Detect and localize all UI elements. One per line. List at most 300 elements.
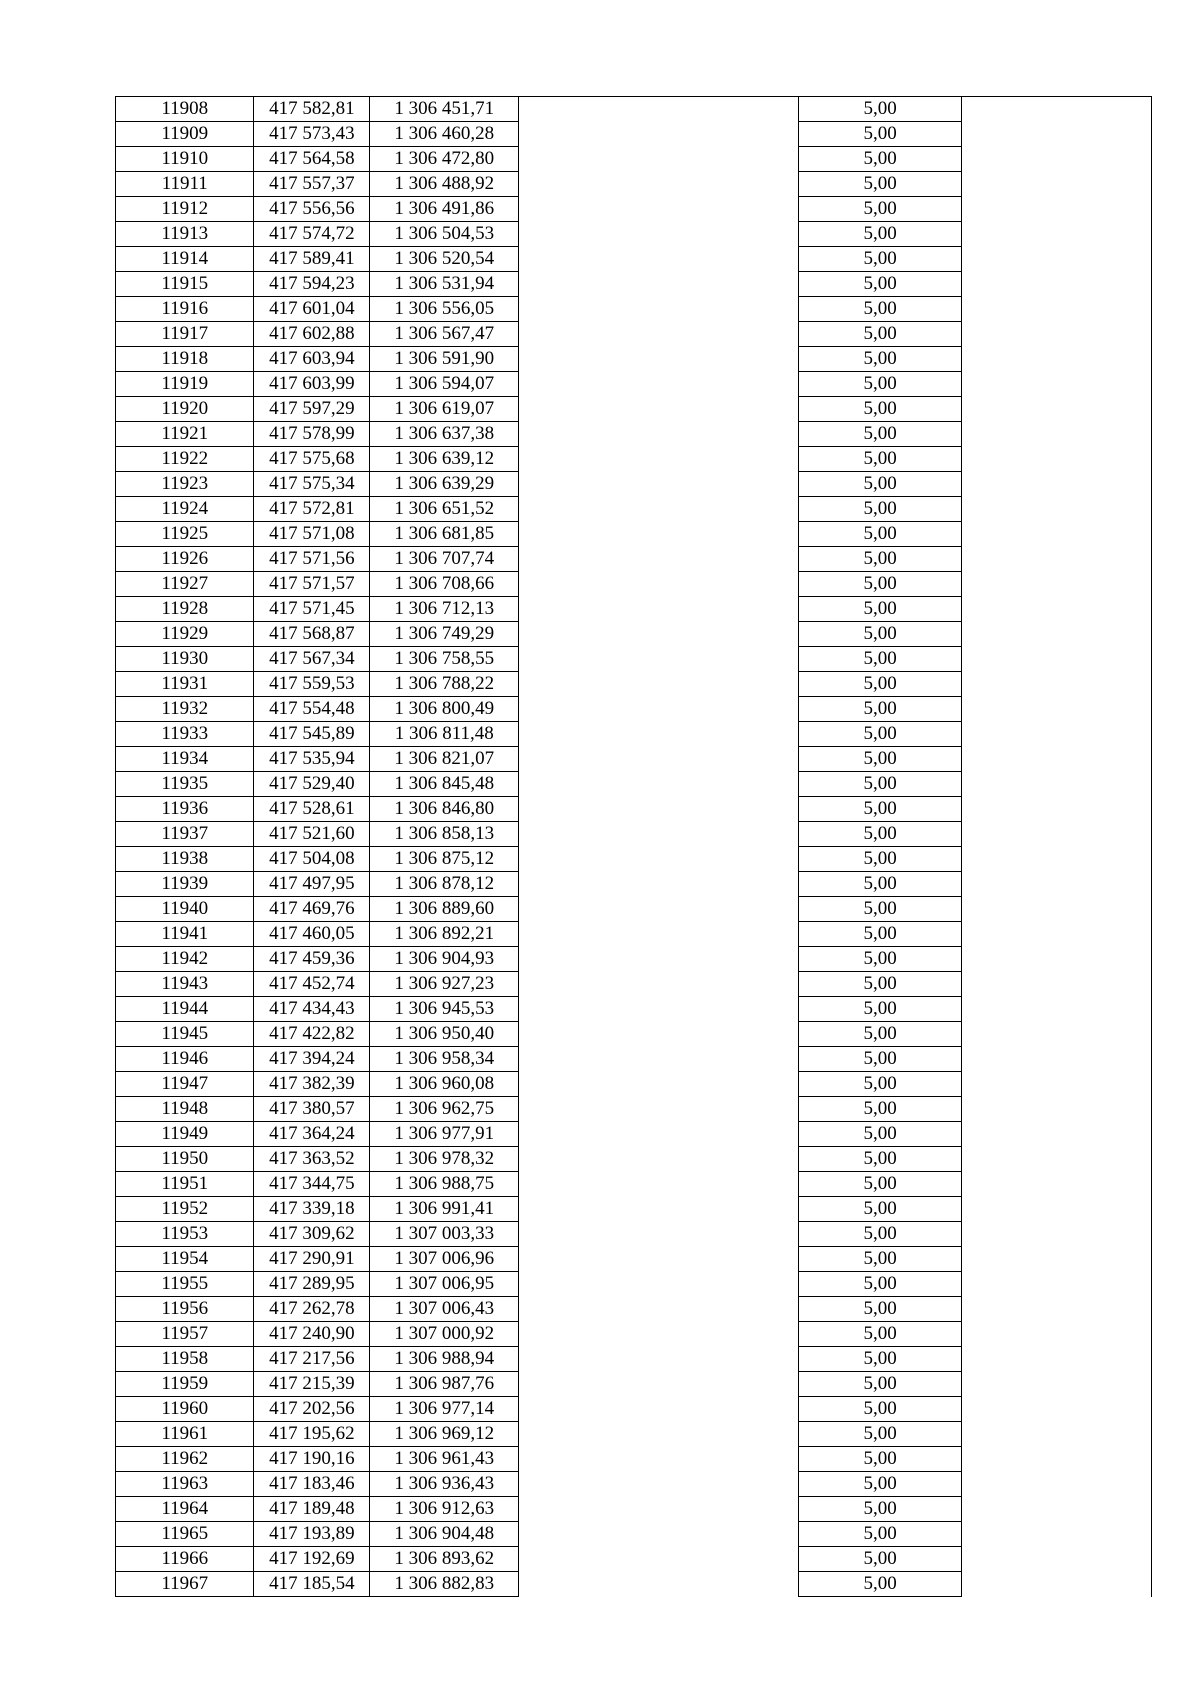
blank-cell: [519, 997, 799, 1022]
accuracy-cell: 5,00: [799, 197, 962, 222]
table-row: [116, 947, 1152, 972]
accuracy-cell: 5,00: [799, 1422, 962, 1447]
x-coordinate-cell: 417 575,34: [254, 472, 370, 497]
blank-cell: [962, 472, 1152, 497]
table-row: [116, 1272, 1152, 1297]
blank-cell: [519, 697, 799, 722]
x-coordinate-cell: 417 380,57: [254, 1097, 370, 1122]
x-coordinate-cell: 417 504,08: [254, 847, 370, 872]
accuracy-cell: 5,00: [799, 522, 962, 547]
accuracy-cell: 5,00: [799, 1497, 962, 1522]
accuracy-cell: 5,00: [799, 322, 962, 347]
x-coordinate-cell: 417 572,81: [254, 497, 370, 522]
table-row: [116, 472, 1152, 497]
point-number-cell: 11953: [116, 1222, 254, 1247]
point-number-cell: 11932: [116, 697, 254, 722]
blank-cell: [962, 1447, 1152, 1472]
y-coordinate-cell: 1 306 451,71: [370, 97, 519, 122]
y-coordinate-cell: 1 306 961,43: [370, 1447, 519, 1472]
y-coordinate-cell: 1 306 460,28: [370, 122, 519, 147]
blank-cell: [962, 1247, 1152, 1272]
table-row: [116, 222, 1152, 247]
blank-cell: [962, 672, 1152, 697]
x-coordinate-cell: 417 497,95: [254, 872, 370, 897]
blank-cell: [519, 1472, 799, 1497]
y-coordinate-cell: 1 306 491,86: [370, 197, 519, 222]
accuracy-cell: 5,00: [799, 1372, 962, 1397]
blank-cell: [962, 297, 1152, 322]
point-number-cell: 11913: [116, 222, 254, 247]
table-row: [116, 597, 1152, 622]
blank-cell: [962, 722, 1152, 747]
y-coordinate-cell: 1 306 845,48: [370, 772, 519, 797]
x-coordinate-cell: 417 469,76: [254, 897, 370, 922]
y-coordinate-cell: 1 306 651,52: [370, 497, 519, 522]
point-number-cell: 11929: [116, 622, 254, 647]
table-row: [116, 1147, 1152, 1172]
y-coordinate-cell: 1 306 504,53: [370, 222, 519, 247]
y-coordinate-cell: 1 306 875,12: [370, 847, 519, 872]
coordinates-table-body: [116, 97, 1152, 1597]
accuracy-cell: 5,00: [799, 847, 962, 872]
accuracy-cell: 5,00: [799, 422, 962, 447]
point-number-cell: 11946: [116, 1047, 254, 1072]
y-coordinate-cell: 1 307 006,43: [370, 1297, 519, 1322]
table-row: [116, 122, 1152, 147]
x-coordinate-cell: 417 545,89: [254, 722, 370, 747]
y-coordinate-cell: 1 306 619,07: [370, 397, 519, 422]
point-number-cell: 11967: [116, 1572, 254, 1597]
accuracy-cell: 5,00: [799, 647, 962, 672]
blank-cell: [519, 547, 799, 572]
blank-cell: [519, 1572, 799, 1597]
x-coordinate-cell: 417 582,81: [254, 97, 370, 122]
point-number-cell: 11962: [116, 1447, 254, 1472]
table-row: [116, 372, 1152, 397]
x-coordinate-cell: 417 567,34: [254, 647, 370, 672]
table-row: [116, 847, 1152, 872]
table-row: [116, 722, 1152, 747]
accuracy-cell: 5,00: [799, 1122, 962, 1147]
table-row: [116, 422, 1152, 447]
point-number-cell: 11915: [116, 272, 254, 297]
y-coordinate-cell: 1 306 904,48: [370, 1522, 519, 1547]
blank-cell: [519, 847, 799, 872]
blank-cell: [519, 1447, 799, 1472]
point-number-cell: 11943: [116, 972, 254, 997]
blank-cell: [519, 622, 799, 647]
y-coordinate-cell: 1 306 978,32: [370, 1147, 519, 1172]
x-coordinate-cell: 417 364,24: [254, 1122, 370, 1147]
point-number-cell: 11914: [116, 247, 254, 272]
x-coordinate-cell: 417 382,39: [254, 1072, 370, 1097]
point-number-cell: 11944: [116, 997, 254, 1022]
point-number-cell: 11961: [116, 1422, 254, 1447]
table-row: [116, 1397, 1152, 1422]
blank-cell: [962, 172, 1152, 197]
table-row: [116, 547, 1152, 572]
accuracy-cell: 5,00: [799, 1247, 962, 1272]
table-row: [116, 1547, 1152, 1572]
point-number-cell: 11909: [116, 122, 254, 147]
point-number-cell: 11921: [116, 422, 254, 447]
blank-cell: [519, 972, 799, 997]
table-row: [116, 672, 1152, 697]
accuracy-cell: 5,00: [799, 747, 962, 772]
blank-cell: [519, 922, 799, 947]
y-coordinate-cell: 1 306 960,08: [370, 1072, 519, 1097]
accuracy-cell: 5,00: [799, 497, 962, 522]
point-number-cell: 11916: [116, 297, 254, 322]
x-coordinate-cell: 417 529,40: [254, 772, 370, 797]
blank-cell: [519, 197, 799, 222]
point-number-cell: 11963: [116, 1472, 254, 1497]
y-coordinate-cell: 1 306 991,41: [370, 1197, 519, 1222]
accuracy-cell: 5,00: [799, 1197, 962, 1222]
point-number-cell: 11960: [116, 1397, 254, 1422]
x-coordinate-cell: 417 190,16: [254, 1447, 370, 1472]
table-row: [116, 1472, 1152, 1497]
blank-cell: [962, 797, 1152, 822]
point-number-cell: 11940: [116, 897, 254, 922]
accuracy-cell: 5,00: [799, 597, 962, 622]
x-coordinate-cell: 417 290,91: [254, 1247, 370, 1272]
y-coordinate-cell: 1 306 639,12: [370, 447, 519, 472]
y-coordinate-cell: 1 306 800,49: [370, 697, 519, 722]
x-coordinate-cell: 417 557,37: [254, 172, 370, 197]
table-row: [116, 772, 1152, 797]
blank-cell: [519, 1372, 799, 1397]
y-coordinate-cell: 1 306 520,54: [370, 247, 519, 272]
y-coordinate-cell: 1 306 811,48: [370, 722, 519, 747]
table-row: [116, 1097, 1152, 1122]
blank-cell: [519, 1522, 799, 1547]
point-number-cell: 11923: [116, 472, 254, 497]
blank-cell: [962, 697, 1152, 722]
accuracy-cell: 5,00: [799, 572, 962, 597]
point-number-cell: 11920: [116, 397, 254, 422]
table-row: [116, 97, 1152, 122]
y-coordinate-cell: 1 307 006,95: [370, 1272, 519, 1297]
point-number-cell: 11955: [116, 1272, 254, 1297]
accuracy-cell: 5,00: [799, 722, 962, 747]
blank-cell: [962, 522, 1152, 547]
blank-cell: [519, 272, 799, 297]
y-coordinate-cell: 1 307 006,96: [370, 1247, 519, 1272]
y-coordinate-cell: 1 306 988,94: [370, 1347, 519, 1372]
x-coordinate-cell: 417 452,74: [254, 972, 370, 997]
x-coordinate-cell: 417 434,43: [254, 997, 370, 1022]
blank-cell: [519, 1047, 799, 1072]
point-number-cell: 11936: [116, 797, 254, 822]
blank-cell: [962, 597, 1152, 622]
table-row: [116, 1247, 1152, 1272]
point-number-cell: 11930: [116, 647, 254, 672]
y-coordinate-cell: 1 306 788,22: [370, 672, 519, 697]
table-row: [116, 1572, 1152, 1597]
table-row: [116, 1447, 1152, 1472]
table-row: [116, 922, 1152, 947]
point-number-cell: 11942: [116, 947, 254, 972]
x-coordinate-cell: 417 193,89: [254, 1522, 370, 1547]
blank-cell: [962, 972, 1152, 997]
table-row: [116, 1122, 1152, 1147]
x-coordinate-cell: 417 459,36: [254, 947, 370, 972]
x-coordinate-cell: 417 183,46: [254, 1472, 370, 1497]
point-number-cell: 11935: [116, 772, 254, 797]
blank-cell: [519, 472, 799, 497]
y-coordinate-cell: 1 306 556,05: [370, 297, 519, 322]
blank-cell: [962, 497, 1152, 522]
y-coordinate-cell: 1 306 681,85: [370, 522, 519, 547]
blank-cell: [962, 1097, 1152, 1122]
blank-cell: [519, 397, 799, 422]
blank-cell: [962, 397, 1152, 422]
point-number-cell: 11933: [116, 722, 254, 747]
blank-cell: [962, 547, 1152, 572]
blank-cell: [519, 1122, 799, 1147]
x-coordinate-cell: 417 309,62: [254, 1222, 370, 1247]
blank-cell: [519, 822, 799, 847]
accuracy-cell: 5,00: [799, 1172, 962, 1197]
blank-cell: [519, 1322, 799, 1347]
table-row: [116, 997, 1152, 1022]
point-number-cell: 11924: [116, 497, 254, 522]
point-number-cell: 11954: [116, 1247, 254, 1272]
x-coordinate-cell: 417 603,94: [254, 347, 370, 372]
blank-cell: [519, 1222, 799, 1247]
table-row: [116, 1522, 1152, 1547]
x-coordinate-cell: 417 215,39: [254, 1372, 370, 1397]
y-coordinate-cell: 1 306 639,29: [370, 472, 519, 497]
point-number-cell: 11965: [116, 1522, 254, 1547]
y-coordinate-cell: 1 306 950,40: [370, 1022, 519, 1047]
blank-cell: [962, 1422, 1152, 1447]
blank-cell: [962, 847, 1152, 872]
x-coordinate-cell: 417 189,48: [254, 1497, 370, 1522]
blank-cell: [962, 1172, 1152, 1197]
accuracy-cell: 5,00: [799, 97, 962, 122]
blank-cell: [962, 347, 1152, 372]
blank-cell: [962, 1397, 1152, 1422]
y-coordinate-cell: 1 306 758,55: [370, 647, 519, 672]
accuracy-cell: 5,00: [799, 922, 962, 947]
blank-cell: [962, 197, 1152, 222]
table-row: [116, 972, 1152, 997]
point-number-cell: 11910: [116, 147, 254, 172]
blank-cell: [962, 947, 1152, 972]
blank-cell: [962, 1372, 1152, 1397]
accuracy-cell: 5,00: [799, 297, 962, 322]
x-coordinate-cell: 417 589,41: [254, 247, 370, 272]
accuracy-cell: 5,00: [799, 172, 962, 197]
blank-cell: [519, 1297, 799, 1322]
blank-cell: [962, 922, 1152, 947]
table-row: [116, 1222, 1152, 1247]
y-coordinate-cell: 1 306 846,80: [370, 797, 519, 822]
table-row: [116, 797, 1152, 822]
table-row: [116, 897, 1152, 922]
table-row: [116, 397, 1152, 422]
accuracy-cell: 5,00: [799, 897, 962, 922]
point-number-cell: 11957: [116, 1322, 254, 1347]
x-coordinate-cell: 417 601,04: [254, 297, 370, 322]
table-row: [116, 447, 1152, 472]
x-coordinate-cell: 417 556,56: [254, 197, 370, 222]
blank-cell: [962, 222, 1152, 247]
accuracy-cell: 5,00: [799, 447, 962, 472]
point-number-cell: 11952: [116, 1197, 254, 1222]
blank-cell: [519, 1347, 799, 1372]
blank-cell: [962, 997, 1152, 1022]
blank-cell: [962, 1122, 1152, 1147]
point-number-cell: 11941: [116, 922, 254, 947]
blank-cell: [519, 497, 799, 522]
table-row: [116, 497, 1152, 522]
table-row: [116, 1322, 1152, 1347]
x-coordinate-cell: 417 564,58: [254, 147, 370, 172]
point-number-cell: 11922: [116, 447, 254, 472]
table-row: [116, 1297, 1152, 1322]
accuracy-cell: 5,00: [799, 122, 962, 147]
x-coordinate-cell: 417 289,95: [254, 1272, 370, 1297]
table-row: [116, 1372, 1152, 1397]
y-coordinate-cell: 1 306 892,21: [370, 922, 519, 947]
blank-cell: [962, 1547, 1152, 1572]
x-coordinate-cell: 417 521,60: [254, 822, 370, 847]
x-coordinate-cell: 417 394,24: [254, 1047, 370, 1072]
point-number-cell: 11917: [116, 322, 254, 347]
y-coordinate-cell: 1 306 531,94: [370, 272, 519, 297]
x-coordinate-cell: 417 571,45: [254, 597, 370, 622]
point-number-cell: 11964: [116, 1497, 254, 1522]
blank-cell: [519, 897, 799, 922]
table-row: [116, 247, 1152, 272]
blank-cell: [962, 622, 1152, 647]
blank-cell: [519, 1547, 799, 1572]
x-coordinate-cell: 417 575,68: [254, 447, 370, 472]
y-coordinate-cell: 1 306 893,62: [370, 1547, 519, 1572]
y-coordinate-cell: 1 306 889,60: [370, 897, 519, 922]
blank-cell: [519, 422, 799, 447]
blank-cell: [519, 222, 799, 247]
x-coordinate-cell: 417 603,99: [254, 372, 370, 397]
blank-cell: [962, 872, 1152, 897]
x-coordinate-cell: 417 262,78: [254, 1297, 370, 1322]
blank-cell: [519, 1022, 799, 1047]
point-number-cell: 11919: [116, 372, 254, 397]
blank-cell: [962, 122, 1152, 147]
blank-cell: [962, 372, 1152, 397]
blank-cell: [962, 572, 1152, 597]
x-coordinate-cell: 417 422,82: [254, 1022, 370, 1047]
blank-cell: [519, 1072, 799, 1097]
blank-cell: [519, 1097, 799, 1122]
x-coordinate-cell: 417 185,54: [254, 1572, 370, 1597]
table-row: [116, 347, 1152, 372]
table-row: [116, 1072, 1152, 1097]
blank-cell: [962, 1072, 1152, 1097]
x-coordinate-cell: 417 571,56: [254, 547, 370, 572]
table-row: [116, 172, 1152, 197]
point-number-cell: 11956: [116, 1297, 254, 1322]
accuracy-cell: 5,00: [799, 972, 962, 997]
accuracy-cell: 5,00: [799, 397, 962, 422]
point-number-cell: 11937: [116, 822, 254, 847]
blank-cell: [962, 272, 1152, 297]
y-coordinate-cell: 1 306 945,53: [370, 997, 519, 1022]
x-coordinate-cell: 417 578,99: [254, 422, 370, 447]
table-row: [116, 647, 1152, 672]
y-coordinate-cell: 1 306 904,93: [370, 947, 519, 972]
table-row: [116, 272, 1152, 297]
blank-cell: [962, 1197, 1152, 1222]
blank-cell: [962, 647, 1152, 672]
point-number-cell: 11931: [116, 672, 254, 697]
point-number-cell: 11949: [116, 1122, 254, 1147]
x-coordinate-cell: 417 217,56: [254, 1347, 370, 1372]
table-row: [116, 1172, 1152, 1197]
blank-cell: [962, 1147, 1152, 1172]
y-coordinate-cell: 1 306 977,91: [370, 1122, 519, 1147]
accuracy-cell: 5,00: [799, 1522, 962, 1547]
blank-cell: [519, 947, 799, 972]
point-number-cell: 11948: [116, 1097, 254, 1122]
table-row: [116, 197, 1152, 222]
accuracy-cell: 5,00: [799, 797, 962, 822]
blank-cell: [519, 772, 799, 797]
blank-cell: [519, 372, 799, 397]
y-coordinate-cell: 1 306 936,43: [370, 1472, 519, 1497]
accuracy-cell: 5,00: [799, 222, 962, 247]
blank-cell: [962, 1497, 1152, 1522]
accuracy-cell: 5,00: [799, 947, 962, 972]
table-row: [116, 522, 1152, 547]
point-number-cell: 11928: [116, 597, 254, 622]
point-number-cell: 11911: [116, 172, 254, 197]
blank-cell: [962, 422, 1152, 447]
blank-cell: [962, 1572, 1152, 1597]
table-row: [116, 1022, 1152, 1047]
blank-cell: [519, 572, 799, 597]
point-number-cell: 11950: [116, 1147, 254, 1172]
y-coordinate-cell: 1 306 878,12: [370, 872, 519, 897]
blank-cell: [519, 247, 799, 272]
accuracy-cell: 5,00: [799, 622, 962, 647]
table-row: [116, 872, 1152, 897]
blank-cell: [519, 872, 799, 897]
accuracy-cell: 5,00: [799, 1272, 962, 1297]
y-coordinate-cell: 1 306 591,90: [370, 347, 519, 372]
y-coordinate-cell: 1 306 882,83: [370, 1572, 519, 1597]
table-row: [116, 1197, 1152, 1222]
point-number-cell: 11939: [116, 872, 254, 897]
table-row: [116, 147, 1152, 172]
x-coordinate-cell: 417 535,94: [254, 747, 370, 772]
y-coordinate-cell: 1 307 003,33: [370, 1222, 519, 1247]
y-coordinate-cell: 1 306 962,75: [370, 1097, 519, 1122]
blank-cell: [962, 97, 1152, 122]
blank-cell: [962, 772, 1152, 797]
blank-cell: [519, 297, 799, 322]
y-coordinate-cell: 1 306 488,92: [370, 172, 519, 197]
point-number-cell: 11908: [116, 97, 254, 122]
accuracy-cell: 5,00: [799, 822, 962, 847]
accuracy-cell: 5,00: [799, 472, 962, 497]
accuracy-cell: 5,00: [799, 1222, 962, 1247]
y-coordinate-cell: 1 306 927,23: [370, 972, 519, 997]
accuracy-cell: 5,00: [799, 1447, 962, 1472]
